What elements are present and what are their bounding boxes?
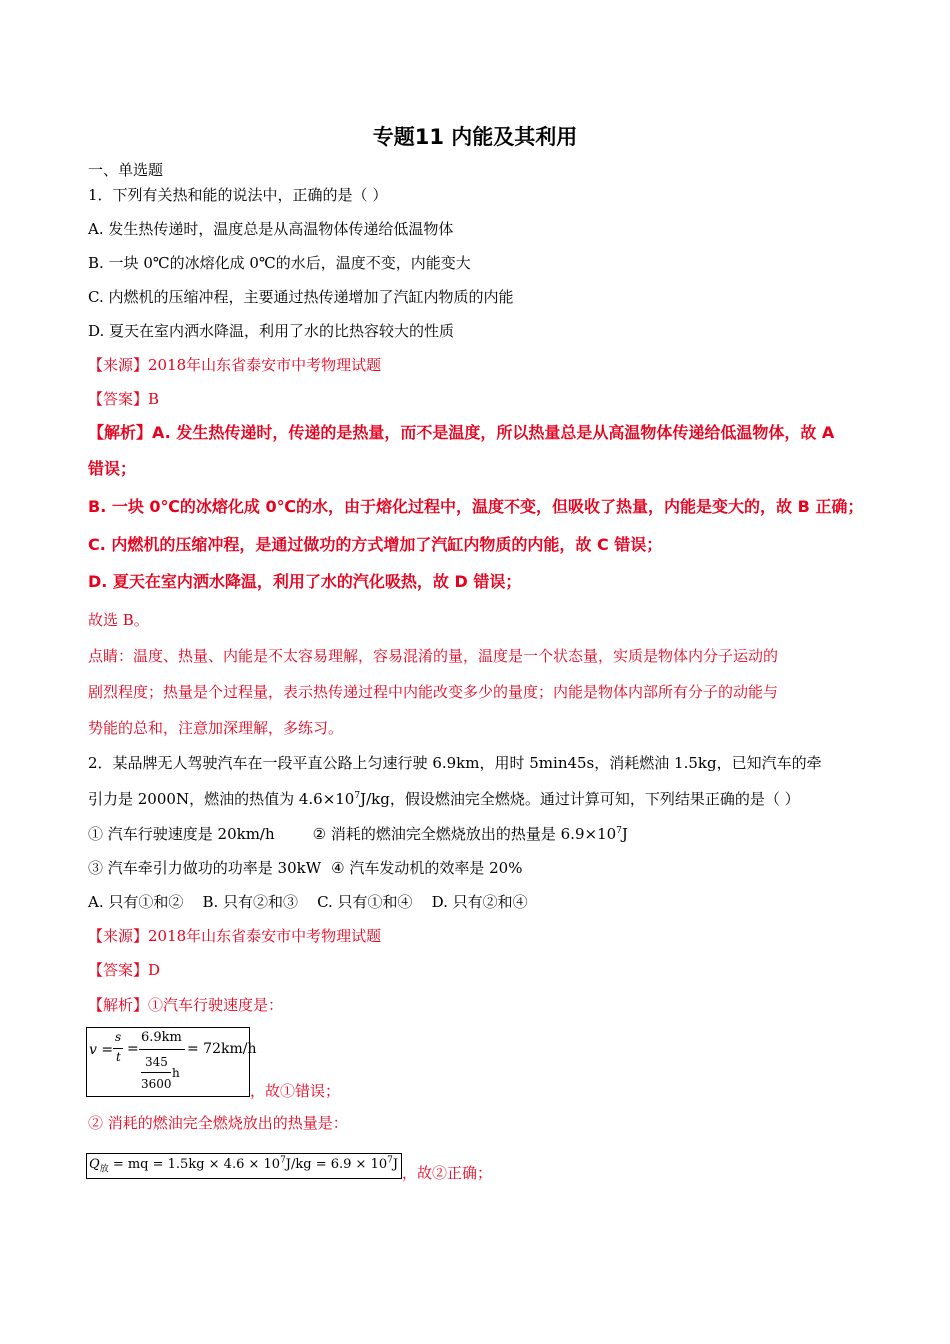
formula-velocity: v = s t = 6.9km 345 3600 h = 72km/h [86, 1027, 250, 1097]
q2-choices: A. 只有①和② B. 只有②和③ C. 只有①和④ D. 只有②和④ [88, 893, 528, 911]
q2-stem-line-1: 2．某品牌无人驾驶汽车在一段平直公路上匀速行驶 6.9km，用时 5min45s，消耗燃油 1.5kg，已知汽车的牵 [88, 754, 822, 772]
q1-analysis-line-1b: 错误； [88, 459, 137, 478]
q1-option-c: C. 内燃机的压缩冲程，主要通过热传递增加了汽缸内物质的内能 [88, 288, 514, 306]
page-title: 专题11 内能及其利用 [372, 125, 578, 149]
q2-opt-4: ④ 汽车发动机的效率是 20% [331, 859, 523, 877]
q1-option-a: A. 发生热传递时，温度总是从高温物体传递给低温物体 [88, 220, 454, 238]
formula-velocity-conclusion: ，故①错误； [250, 1082, 341, 1100]
q1-stem: 1．下列有关热和能的说法中，正确的是（ ） [88, 186, 388, 204]
q2-analysis-line-1: 【解析】①汽车行驶速度是： [88, 996, 284, 1014]
q2-opt-1: ① 汽车行驶速度是 20km/h [88, 825, 275, 843]
section-heading: 一、单选题 [88, 161, 164, 179]
q2-opt-2: ② 消耗的燃油完全燃烧放出的热量是 $6.9\times 10^7J$ [312, 825, 628, 843]
q1-answer: 【答案】B [88, 390, 160, 408]
formula-heat-conclusion: ，故②正确； [402, 1164, 493, 1182]
q1-option-d: D. 夏天在室内洒水降温，利用了水的比热容较大的性质 [88, 322, 455, 340]
q2-answer: 【答案】D [88, 961, 161, 979]
q2-stem-line-2: 引力是 2000N，燃油的热值为 $4.6\times 10^7J/kg$，假设燃油完全燃烧。通过计算可知，下列结果正确的是（ ） [88, 790, 800, 808]
q1-source: 【来源】2018年山东省泰安市中考物理试题 [88, 356, 382, 374]
q2-source: 【来源】2018年山东省泰安市中考物理试题 [88, 927, 382, 945]
q1-note-line-3: 势能的总和，注意加深理解，多练习。 [88, 719, 344, 737]
q2-options-row-1 [88, 824, 628, 844]
q1-option-b: B. 一块 0℃的冰熔化成 0℃的水后，温度不变，内能变大 [88, 254, 471, 272]
formula-heat: $Q_放$ = mq = $1.5kg \times 4.6 \times 10^7J/kg = 6.9 \times 10^7J$ [86, 1153, 402, 1179]
watermark-mark [467, 470, 477, 487]
q2-analysis-line-2: ② 消耗的燃油完全燃烧放出的热量是： [88, 1114, 348, 1132]
q1-analysis-line-1: 【解析】A. 发生热传递时，传递的是热量，而不是温度，所以热量总是从高温物体传递给低温物体，故 A [88, 423, 835, 442]
q1-note-line-2: 剧烈程度；热量是个过程量，表示热传递过程中内能改变多少的量度；内能是物体内部所有分子的动能与 [88, 683, 779, 701]
q2-options-row-2 [88, 858, 522, 878]
q2-opt-3: ③ 汽车牵引力做功的功率是 30kW [88, 859, 322, 877]
q1-analysis-line-3: C. 内燃机的压缩冲程，是通过做功的方式增加了汽缸内物质的内能，故 C 错误； [88, 535, 663, 554]
q1-note-line-1: 点睛：温度、热量、内能是不太容易理解，容易混淆的量，温度是一个状态量，实质是物体内分子运动的 [88, 647, 779, 665]
q1-choose: 故选 B。 [88, 611, 149, 629]
q1-analysis-line-2: B. 一块 0℃的冰熔化成 0℃的水，由于熔化过程中，温度不变，但吸收了热量，内能是变大的，故 B 正确； [88, 497, 864, 516]
q1-analysis-line-4: D. 夏天在室内洒水降温，利用了水的汽化吸热，故 D 错误； [88, 572, 522, 591]
